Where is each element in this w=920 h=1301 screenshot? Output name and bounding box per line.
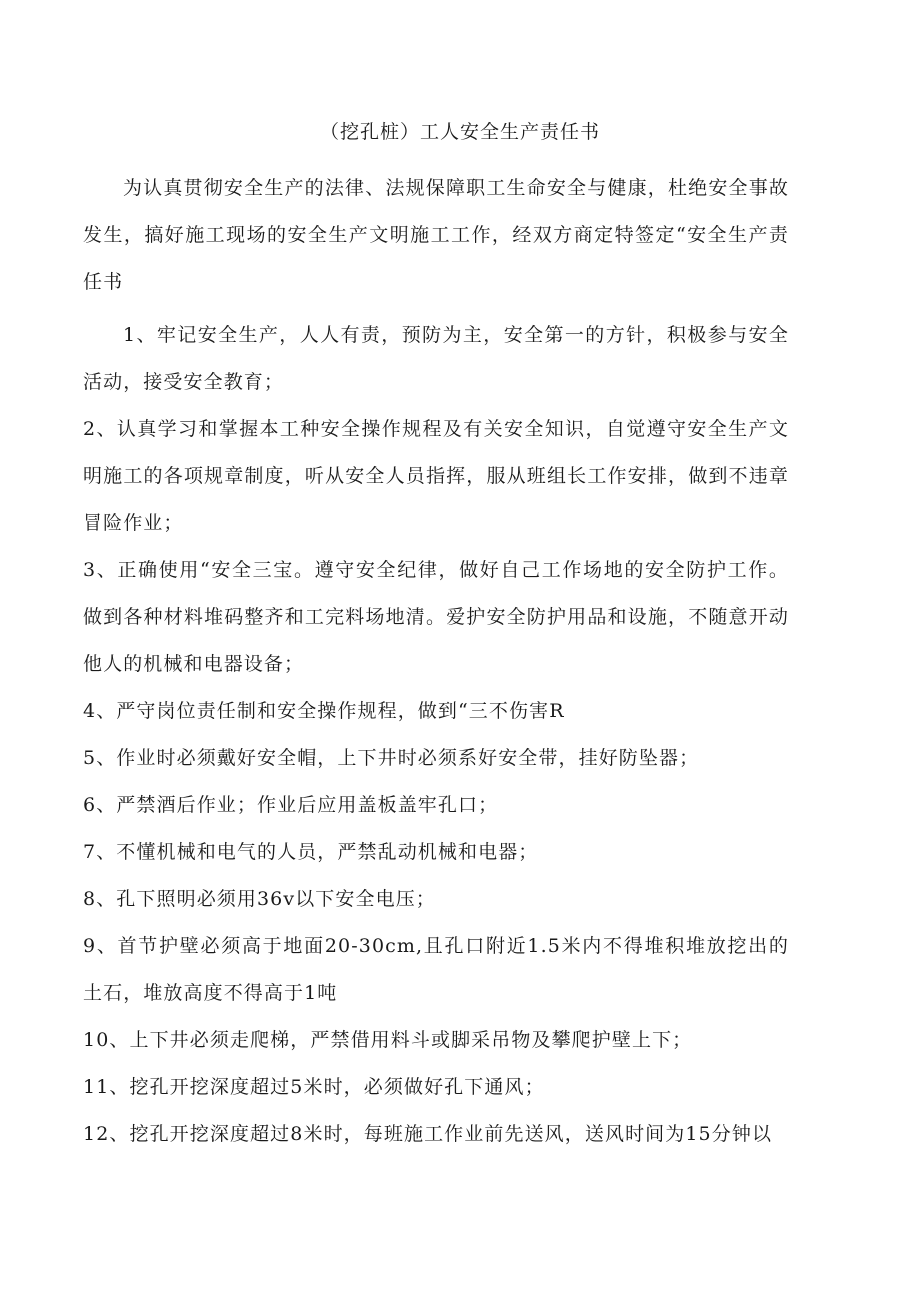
- clause-12: 12、挖孔开挖深度超过8米时，每班施工作业前先送风，送风时间为15分钟以: [83, 1123, 773, 1145]
- clause-1: 1、牢记安全生产，人人有责，预防为主，安全第一的方针，积极参与安全活动，接受安全教育；: [83, 324, 789, 393]
- clause-11: 11、挖孔开挖深度超过5米时，必须做好孔下通风；: [83, 1076, 545, 1098]
- document-body: [83, 165, 789, 1158]
- clause-8: 8、孔下照明必须用36v以下安全电压；: [83, 888, 436, 910]
- clause-2: 2、认真学习和掌握本工种安全操作规程及有关安全知识，自觉遵守安全生产文明施工的各项规章制度，听从安全人员指挥，服从班组长工作安排，做到不违章冒险作业；: [83, 418, 789, 534]
- clause-6: 6、严禁酒后作业；作业后应用盖板盖牢孔口；: [83, 794, 499, 816]
- clause-9: 9、首节护壁必须高于地面20-30cm,且孔口附近1.5米内不得堆积堆放挖出的土石，堆放高度不得高于1吨: [83, 935, 789, 1004]
- clause-10: 10、上下井必须走爬梯，严禁借用料斗或脚采吊物及攀爬护壁上下；: [83, 1029, 693, 1051]
- document-title: （挖孔桩）工人安全生产责任书: [319, 121, 600, 143]
- clause-7: 7、不懂机械和电气的人员，严禁乱动机械和电器；: [83, 841, 539, 863]
- clause-3: 3、正确使用“安全三宝。遵守安全纪律，做好自己工作场地的安全防护工作。做到各种材料堆码整齐和工完料场地清。爱护安全防护用品和设施，不随意开动他人的机械和电器设备；: [83, 559, 789, 675]
- intro-paragraph: 为认真贯彻安全生产的法律、法规保障职工生命安全与健康，杜绝安全事故发生，搞好施工现场的安全生产文明施工工作，经双方商定特签定“安全生产责任书: [83, 177, 789, 293]
- clause-5: 5、作业时必须戴好安全帽，上下井时必须系好安全带，挂好防坠器；: [83, 747, 700, 769]
- clause-4: 4、严守岗位责任制和安全操作规程，做到“三不伤害R: [83, 700, 565, 722]
